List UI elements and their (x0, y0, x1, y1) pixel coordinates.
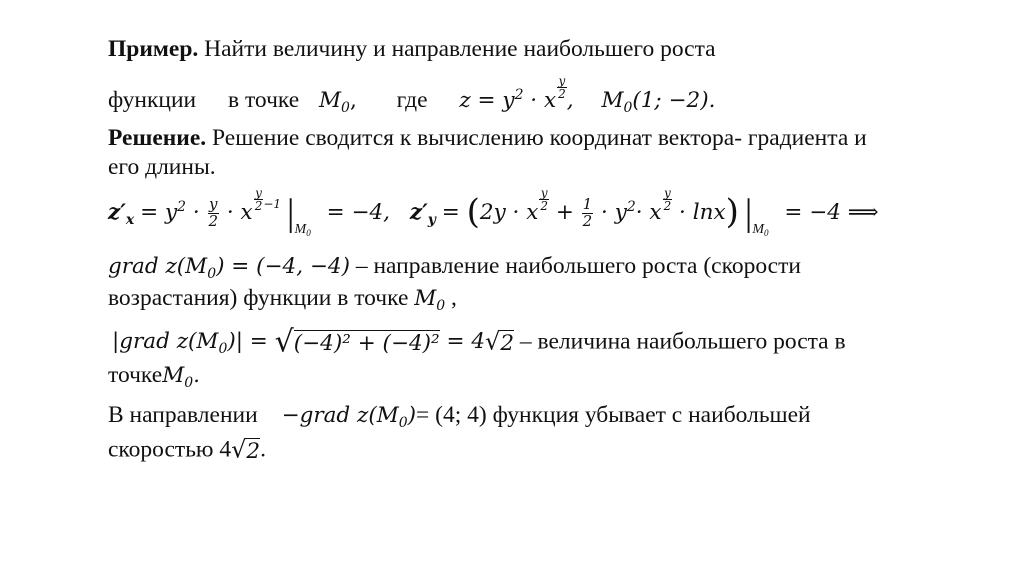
problem-text-2c: где (396, 87, 428, 113)
solution-text-2: его длины. (108, 154, 216, 180)
zx-derivative: $z'_x$ (108, 200, 135, 228)
zx-result: = −4, (326, 200, 390, 225)
conclusion-text-b: = (4; 4) функция убывает с наибольшей (416, 402, 811, 428)
eval-bar-2: | (744, 192, 753, 235)
conclusion-text-c: скоростью 4 (108, 436, 232, 463)
point-m0: $M_0(1$; −2). (601, 88, 716, 116)
conclusion-text-a: В направлении (108, 402, 258, 428)
problem-text-2a: функции (108, 87, 197, 113)
derivatives-line (108, 186, 879, 239)
zy-derivative: $z'_y$ (409, 200, 436, 228)
eval-sub-m0-2: $M_0$ (752, 222, 769, 239)
gradient-point: $M_0$ (414, 286, 446, 314)
solution-label: Решение. (108, 125, 207, 151)
conclusion-line-1 (108, 402, 811, 431)
eval-bar-1: | (286, 192, 295, 235)
gradient-text-b: возрастания) функции в точке (108, 285, 409, 311)
magnitude-result: = 4√2 (439, 327, 515, 356)
problem-line-1 (108, 38, 716, 62)
zx-formula: = $y^2$ · $\frac{y}{2}$ · x $\frac{y}{2}$ $^{-1}$ (140, 186, 282, 230)
gradient-text-a: – направление наибольшего роста (скорости (355, 253, 801, 279)
conclusion-expression: −grad $z(M_0)$ (281, 403, 417, 431)
gradient-line-2: возрастания) функции в точке $M_0$ , (108, 285, 457, 314)
magnitude-expression: |grad $z(M_0)|$ = (112, 329, 275, 358)
magnitude-text-a: – величина наибольшего роста в (519, 328, 846, 355)
problem-label: Пример. (108, 36, 199, 62)
zy-formula: = (2y · x $\frac{y}{2}$ + $\frac{1}{2}$ · $y^2\cdot x$ $\frac{y}{2}$ · lnx) (441, 186, 739, 233)
gradient-line-1 (108, 253, 801, 282)
problem-text-2b: в точке (228, 87, 300, 113)
function-formula: $z = y^2 \cdot x$ $\frac{y}{2}$ , (459, 74, 574, 113)
magnitude-text-b: точке (108, 362, 163, 388)
zy-result: = −4 ⟹ (784, 200, 879, 225)
gradient-expression: grad $z(M_0) = (-4$, −4) (108, 254, 350, 282)
solution-line-2 (108, 156, 216, 180)
solution-line-1 (108, 127, 867, 151)
problem-text-1: Найти величину и направление наибольшего роста (204, 36, 716, 62)
conclusion-sqrt: √2 (231, 435, 261, 464)
problem-line-2: функции в точке $M_0$, где $z = y^2 \cdot x$ $\frac{y}{2}$ , $M_0(1$; −2). (108, 74, 716, 116)
magnitude-sqrt: √(−4)² + (−4)² (274, 324, 440, 360)
m0-symbol: $M_0$ (319, 88, 350, 116)
magnitude-point: $M_0$. (162, 363, 200, 391)
solution-text-1: Решение сводится к вычислению координат вектора- градиента и (212, 125, 867, 151)
magnitude-line-2 (108, 362, 200, 391)
conclusion-line-2: скоростью 4√2. (108, 435, 266, 464)
eval-sub-m0-1: $M_0$ (294, 222, 311, 239)
magnitude-line-1 (112, 324, 846, 360)
